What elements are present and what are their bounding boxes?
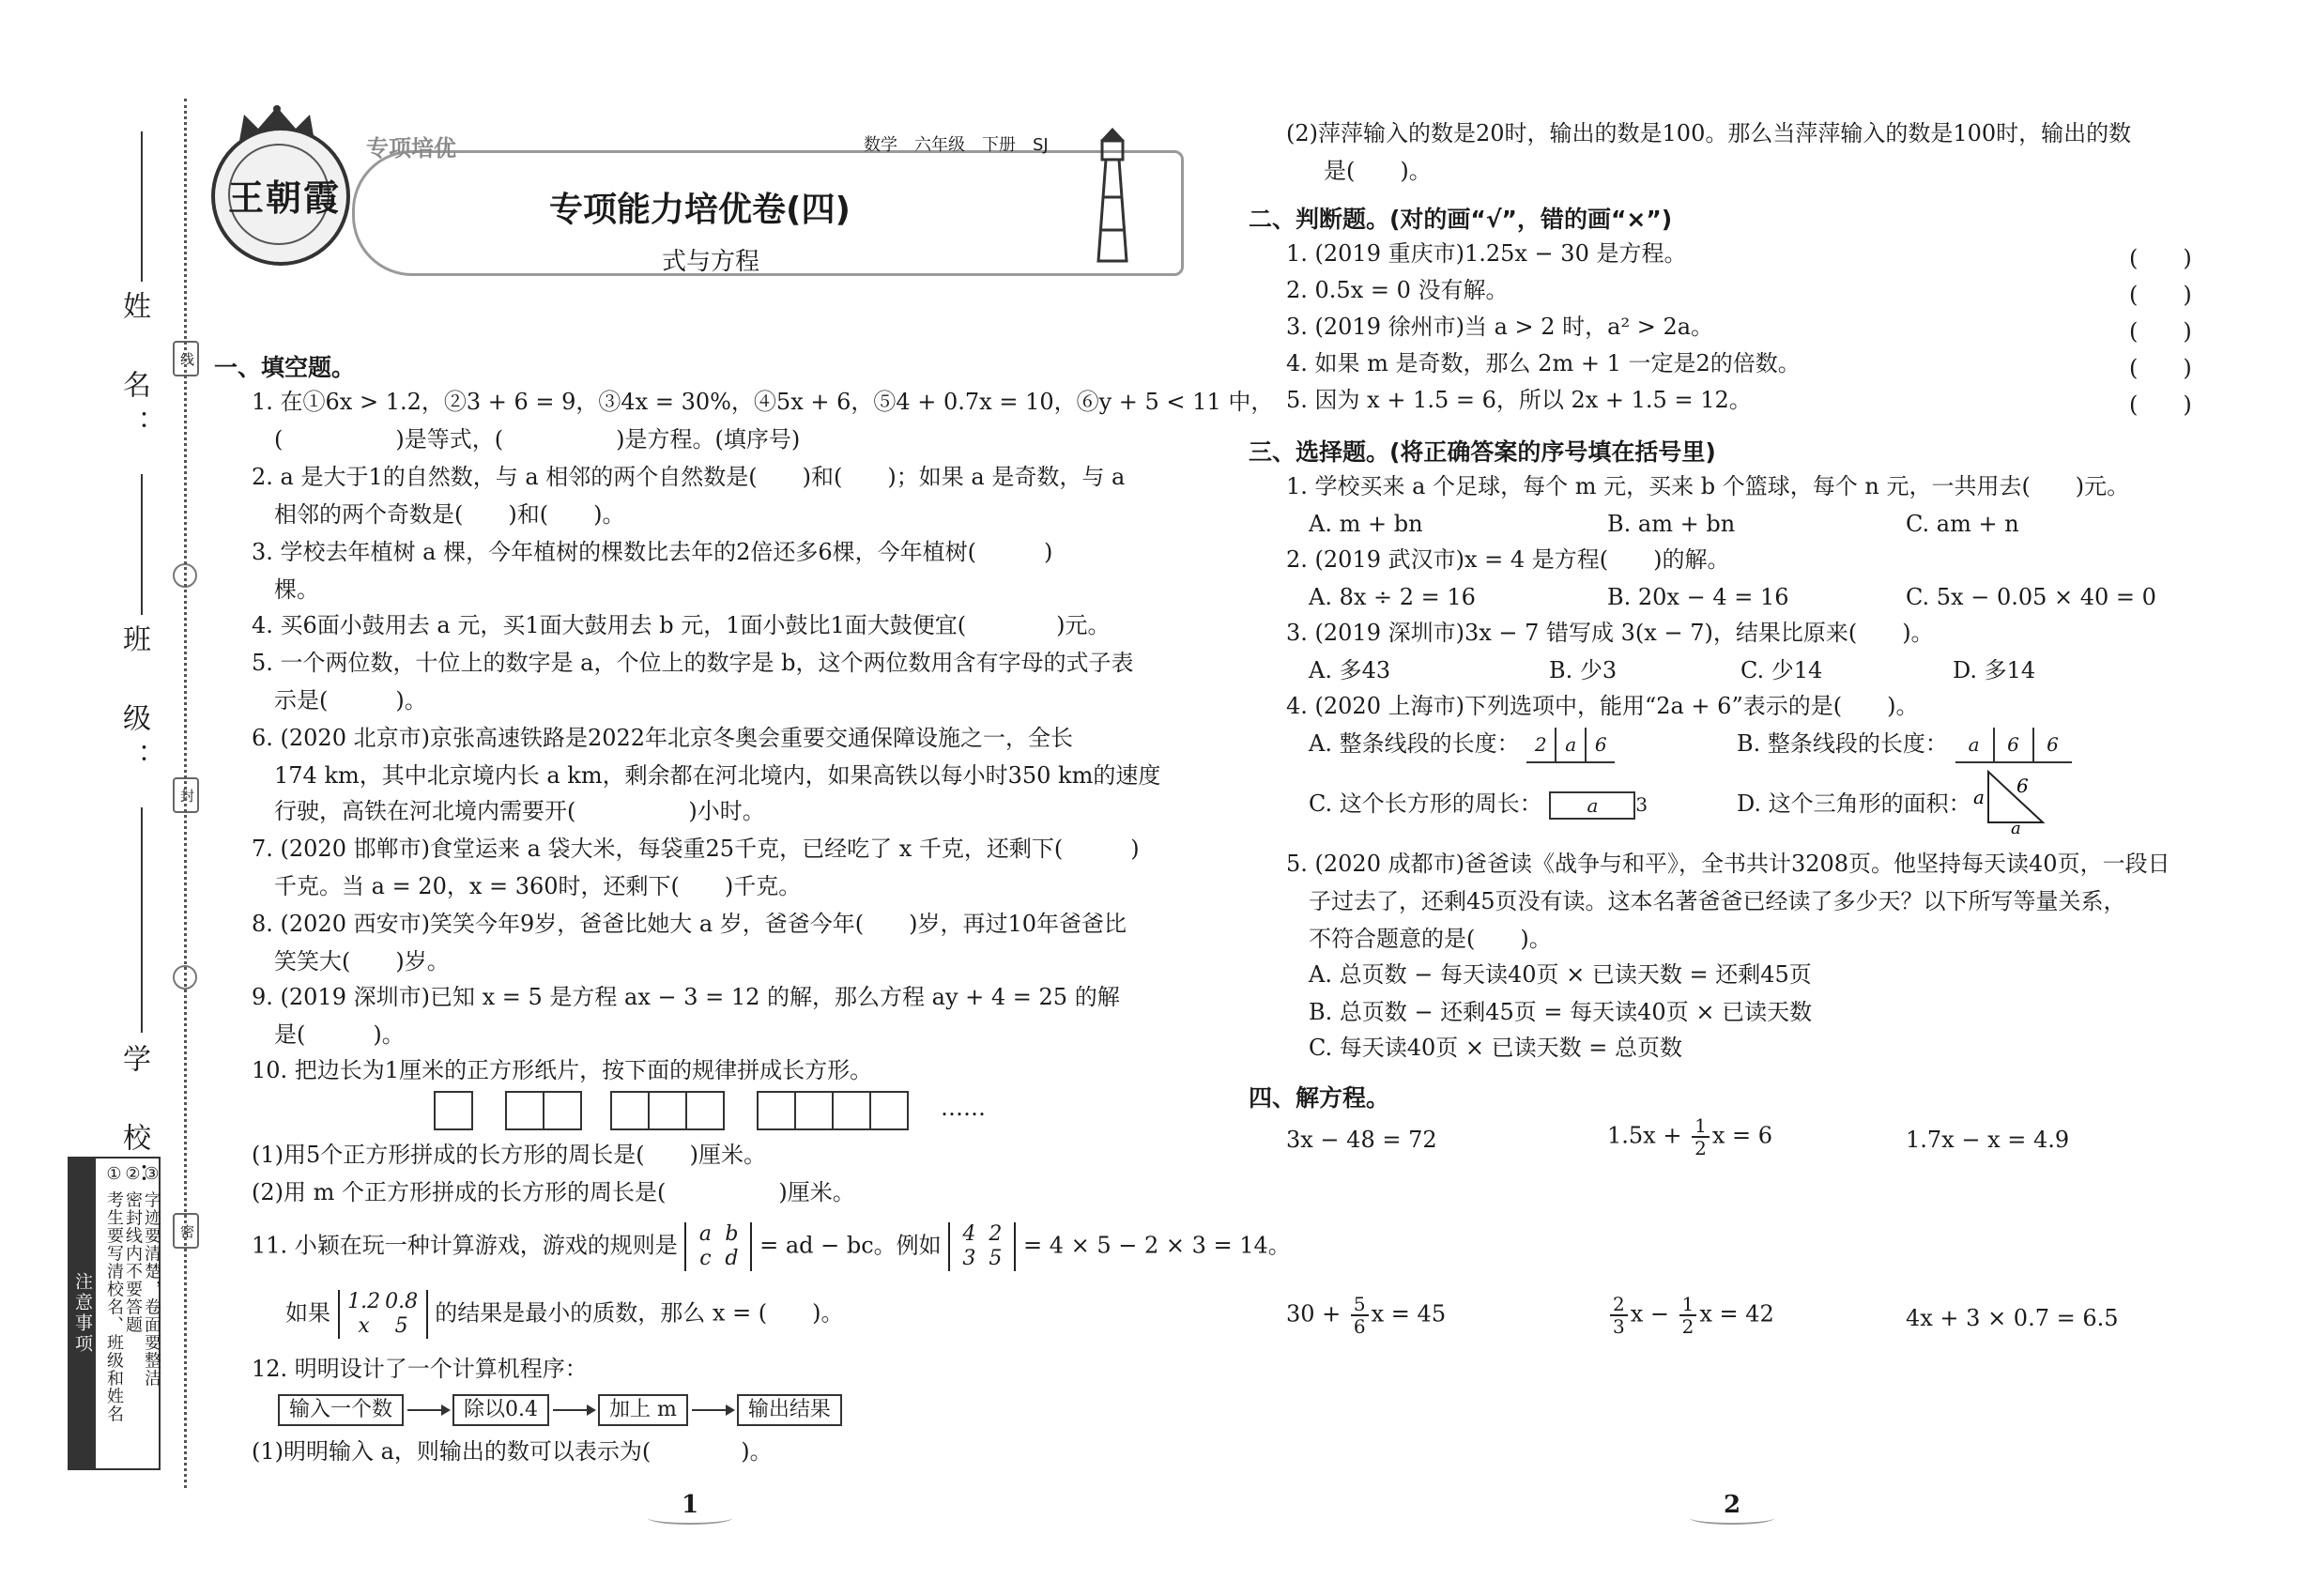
series-label: 专项培优 (366, 135, 456, 161)
equation-2: 1.5x + $\frac{1}{2}$ x = 6 (1607, 1114, 1772, 1159)
choice-2-b: B. 20x − 4 = 16 (1607, 584, 1789, 610)
question-6-blank[interactable]: 行驶，高铁在河北境内需要开( )小时。 (274, 798, 765, 824)
question-2[interactable]: 2. a 是大于1的自然数，与 a 相邻的两个自然数是( )和( )；如果 a 是奇数，与 a (252, 464, 1126, 490)
judge-item-2: 2. 0.5x = 0 没有解。 (1286, 277, 1509, 303)
program-flowchart (278, 1391, 842, 1426)
question-7[interactable]: 7. (2020 邯郸市)食堂运来 a 袋大米，每袋重25千克，已经吃了 x 千克，还剩下( ) (252, 836, 1140, 862)
question-10: 10. 把边长为1厘米的正方形纸片，按下面的规律拼成长方形。 (252, 1057, 873, 1083)
arrow-right-icon (553, 1409, 594, 1411)
cut-mark-line: 线 (173, 341, 199, 376)
question-12-2-blank[interactable]: 是( )。 (1324, 158, 1432, 184)
note-item: ① 考生要写清校名、班级和姓名 (104, 1164, 124, 1423)
question-2-blanks[interactable]: 相邻的两个奇数是( )和( )。 (274, 501, 625, 528)
choice-5: 5. (2020 成都市)爸爸读《战争与和平》，全书共计3208页。他坚持每天读40页，一段日 (1286, 851, 2170, 877)
triangle-figure (1971, 768, 2056, 834)
choice-1-a: A. m + bn (1309, 511, 1423, 537)
name-line[interactable] (141, 131, 143, 282)
judge-answer-1[interactable]: ( ) (2129, 245, 2192, 271)
judge-answer-3[interactable]: ( ) (2129, 318, 2192, 345)
note-item: ② 密封线内不要答题 (123, 1164, 143, 1334)
question-6: 6. (2020 北京市)京张高速铁路是2022年北京冬奥会重要交通保障设施之一，全长 (252, 725, 1074, 751)
equation-4: 30 + $\frac{5}{6}$ x = 45 (1286, 1293, 1447, 1338)
choice-3-d: D. 多14 (1953, 657, 2036, 683)
question-3[interactable]: 3. 学校去年植树 a 棵，今年植树的棵数比去年的2倍还多6棵，今年植树( ) (252, 539, 1053, 565)
rectangle-figure: a (1549, 791, 1635, 820)
name-label: 姓 名： (117, 291, 150, 449)
question-9-blank[interactable]: 是( )。 (274, 1021, 405, 1048)
choice-2-c: C. 5x − 0.05 × 40 = 0 (1906, 584, 2156, 610)
flow-box-output: 输出结果 (737, 1394, 842, 1426)
question-5-blank[interactable]: 示是( )。 (274, 687, 427, 714)
svg-text:a: a (1973, 786, 1985, 808)
choice-2-a: A. 8x ÷ 2 = 16 (1309, 584, 1476, 610)
question-1-blanks[interactable]: ( )是等式，( )是方程。(填序号) (274, 426, 801, 453)
judge-item-4: 4. 如果 m 是奇数，那么 2m + 1 一定是2的倍数。 (1286, 350, 1801, 376)
judge-answer-2[interactable]: ( ) (2129, 282, 2192, 308)
cut-mark-seal: 封 (173, 777, 199, 813)
flow-box-divide: 除以0.4 (452, 1394, 549, 1426)
equation-6: 4x + 3 × 0.7 = 6.5 (1906, 1305, 2119, 1331)
determinant-rule: a b c d (684, 1222, 752, 1271)
choice-5-c: C. 每天读40页 × 已读天数 = 总页数 (1309, 1035, 1683, 1061)
notes-head: 注意事项 (69, 1159, 96, 1468)
question-7-blank[interactable]: 千克。当 a = 20，x = 360时，还剩下( )千克。 (274, 873, 802, 899)
question-5: 5. 一个两位数，十位上的数字是 a，个位上的数字是 b，这个两位数用含有字母的式子表 (252, 650, 1134, 676)
cut-mark-secret: 密 (173, 1213, 199, 1249)
section-fill-in: 一、填空题。 (214, 354, 356, 381)
school-label: 学 校： (117, 1044, 150, 1202)
binding-strip (0, 0, 195, 1596)
choice-5-blank[interactable]: 不符合题意的是( )。 (1309, 926, 1552, 952)
determinant-question: 1.2 0.8 x 5 (338, 1290, 428, 1339)
section-choice: 三、选择题。(将正确答案的序号填在括号里) (1249, 438, 1716, 466)
flow-box-add: 加上 m (598, 1394, 688, 1426)
brand-logo: 王朝霞 (228, 176, 342, 219)
flow-box-input: 输入一个数 (278, 1394, 404, 1426)
page-number-2: 2 (1724, 1491, 1741, 1519)
choice-4[interactable]: 4. (2020 上海市)下列选项中，能用“2a + 6”表示的是( )。 (1286, 693, 1919, 719)
judge-item-3: 3. (2019 徐州市)当 a > 2 时，a² > 2a。 (1286, 314, 1714, 340)
arrow-right-icon (692, 1409, 733, 1411)
choice-5-a: A. 总页数 − 每天读40页 × 已读天数 = 还剩45页 (1309, 961, 1812, 988)
question-6-cont: 174 km，其中北京境内长 a km，剩余都在河北境内，如果高铁以每小时350 km的速度 (274, 762, 1161, 789)
question-12-2: (2)萍萍输入的数是20时，输出的数是100。那么当萍萍输入的数是100时，输出的数 (1286, 120, 2132, 146)
question-1: 1. 在①6x > 1.2，②3 + 6 = 9，③4x = 30%，④5x + 6，⑤4 + 0.7x = 10，⑥y + 5 < 11 中， (252, 389, 1274, 415)
note-item: ③ 字迹要清楚，卷面要整洁 (142, 1164, 161, 1388)
equation-3: 1.7x − x = 4.9 (1906, 1127, 2070, 1153)
ellipsis: …… (941, 1095, 986, 1121)
choice-3-a: A. 多43 (1309, 657, 1391, 683)
page-title: 专项能力培优卷(四) (549, 191, 851, 229)
section-judge: 二、判断题。(对的画“√”，错的画“×”) (1249, 206, 1673, 233)
notes-box (68, 1157, 161, 1470)
judge-answer-5[interactable]: ( ) (2129, 391, 2192, 418)
choice-3-c: C. 少14 (1740, 657, 1823, 683)
class-line[interactable] (141, 474, 143, 615)
judge-item-5: 5. 因为 x + 1.5 = 6，所以 2x + 1.5 = 12。 (1286, 387, 1752, 413)
meta-label: 数学 六年级 下册 SJ (864, 135, 1049, 155)
choice-3[interactable]: 3. (2019 深圳市)3x − 7 错写成 3(x − 7)，结果比原来( )。 (1286, 620, 1934, 646)
choice-4-c: C. 这个长方形的周长： a 3 (1309, 787, 1648, 821)
question-11-blank[interactable]: 如果 1.2 0.8 x 5 的结果是最小的质数，那么 x = ( )。 (285, 1290, 844, 1338)
arrow-right-icon (407, 1409, 449, 1411)
choice-5-cont: 子过去了，还剩45页没有读。这本名著爸爸已经读了多少天？以下所写等量关系， (1309, 888, 2126, 914)
equation-1: 3x − 48 = 72 (1286, 1127, 1437, 1153)
determinant-example: 4 2 3 5 (948, 1222, 1016, 1271)
question-9: 9. (2019 深圳市)已知 x = 5 是方程 ax − 3 = 12 的解，那么方程 ay + 4 = 25 的解 (252, 984, 1120, 1010)
question-10-2[interactable]: (2)用 m 个正方形拼成的长方形的周长是( )厘米。 (252, 1179, 855, 1205)
question-3-cont: 棵。 (274, 576, 319, 603)
lighthouse-icon (1080, 122, 1145, 263)
choice-2[interactable]: 2. (2019 武汉市)x = 4 是方程( )的解。 (1286, 546, 1730, 573)
judge-item-1: 1. (2019 重庆市)1.25x − 30 是方程。 (1286, 240, 1687, 267)
question-12-1[interactable]: (1)明明输入 a，则输出的数可以表示为( )。 (252, 1438, 773, 1465)
question-10-1[interactable]: (1)用5个正方形拼成的长方形的周长是( )厘米。 (252, 1142, 766, 1168)
page-number-1: 1 (682, 1491, 699, 1519)
question-12: 12. 明明设计了一个计算机程序： (252, 1356, 588, 1382)
choice-1-b: B. am + bn (1607, 511, 1736, 537)
question-11: 11. 小颖在玩一种计算游戏，游戏的规则是 a b c d = ad − bc。例如 4 2 3 5 = 4 × 5 − 2 × 3 = 14。 (252, 1222, 1291, 1270)
judge-answer-4[interactable]: ( ) (2129, 355, 2192, 381)
choice-1[interactable]: 1. 学校买来 a 个足球，每个 m 元，买来 b 个篮球，每个 n 元，一共用去( )元。 (1286, 473, 2130, 499)
class-label: 班 级： (117, 624, 150, 782)
page-subtitle: 式与方程 (662, 248, 760, 276)
choice-4-b: B. 整条线段的长度： a 6 6 (1737, 727, 2072, 763)
question-8[interactable]: 8. (2020 西安市)笑笑今年9岁，爸爸比她大 a 岁，爸爸今年( )岁，再过10年爸爸比 (252, 911, 1127, 937)
choice-3-b: B. 少3 (1549, 657, 1618, 683)
school-line[interactable] (141, 807, 143, 1033)
fold-dotted-line (184, 99, 187, 1488)
svg-text:6: 6 (2016, 775, 2029, 797)
choice-4-a: A. 整条线段的长度： 2 a 6 (1309, 727, 1615, 763)
choice-5-b: B. 总页数 − 还剩45页 = 每天读40页 × 已读天数 (1309, 999, 1813, 1025)
question-4[interactable]: 4. 买6面小鼓用去 a 元，买1面大鼓用去 b 元，1面小鼓比1面大鼓便宜( )元。 (252, 612, 1111, 638)
question-8-blank[interactable]: 笑笑大( )岁。 (274, 948, 450, 974)
choice-4-d: D. 这个三角形的面积： (1737, 790, 1971, 817)
choice-1-c: C. am + n (1906, 511, 2019, 537)
svg-text:a: a (2011, 819, 2021, 834)
equation-5: $\frac{2}{3}$ x − $\frac{1}{2}$ x = 42 (1607, 1294, 1774, 1337)
section-equations: 四、解方程。 (1249, 1084, 1390, 1112)
